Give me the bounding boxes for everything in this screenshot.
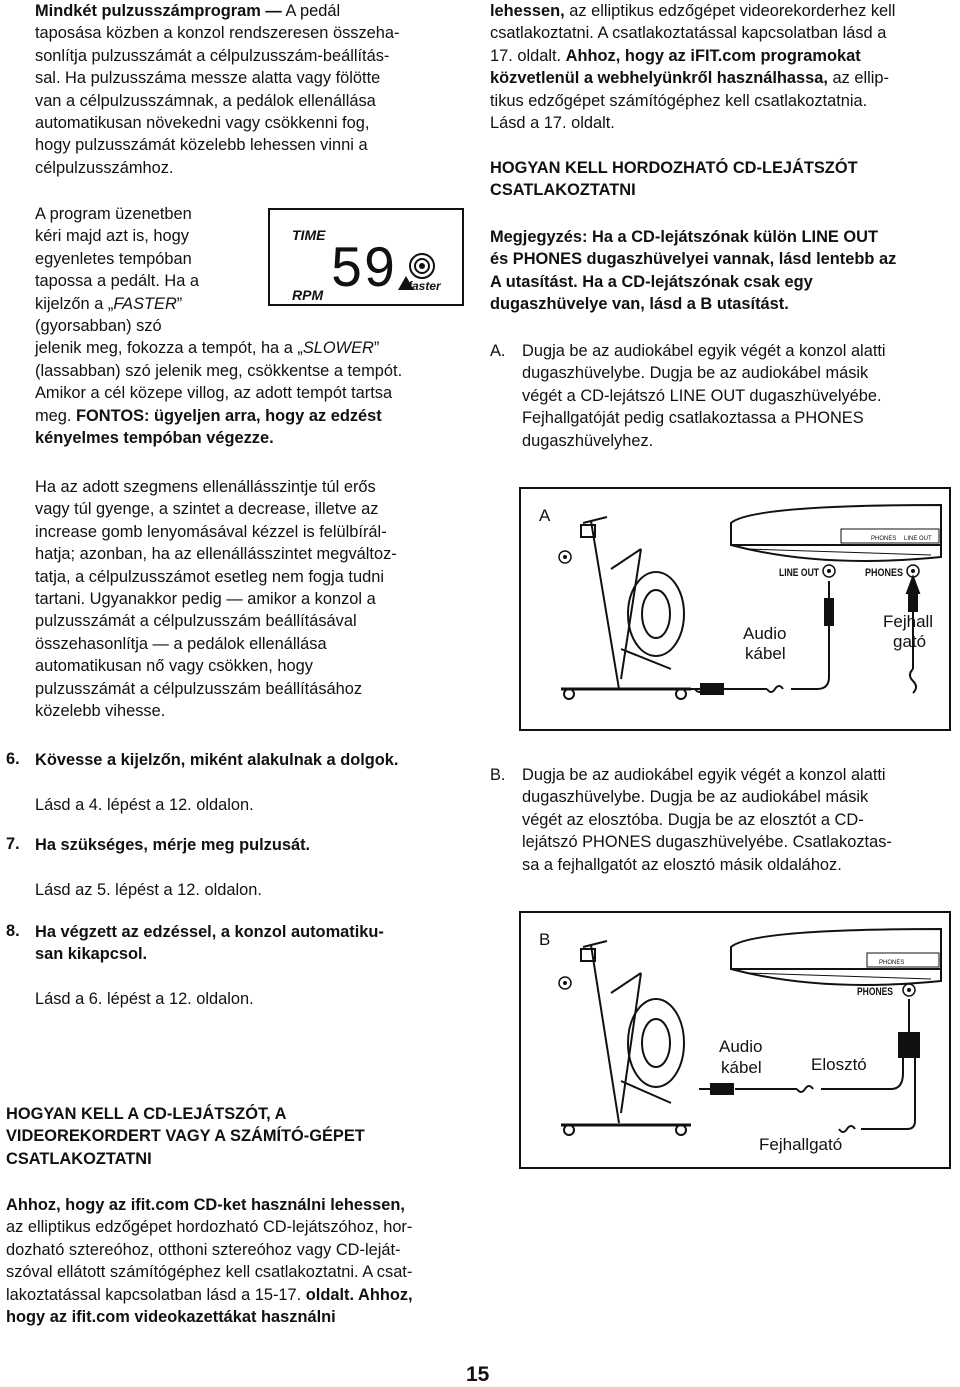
program-line: (gyorsabban) szó: [35, 317, 162, 336]
step-number: 8.: [6, 922, 20, 940]
resistance-paragraph: [35, 476, 465, 722]
phones-label: PHONES: [865, 567, 903, 579]
phones-jack-center: [907, 988, 911, 992]
headphone-label: Fejhall: [883, 612, 934, 631]
right-continuation: [490, 0, 955, 134]
cont-line: csatlakoztatni. A csatlakoztatással kapcsolatban lásd a: [490, 24, 887, 43]
tiny-label: LINE OUT: [904, 536, 932, 542]
diagram-letter: A: [539, 506, 551, 525]
intro-line: hogy pulzusszámát közelebb lehessen vinni a: [35, 136, 368, 155]
resistance-line: pulzusszámát a célpulzusszám beállításához: [35, 679, 363, 698]
diagram-a-graphic: [521, 489, 949, 729]
line-out-label: LINE OUT: [779, 567, 820, 579]
important-note: FONTOS: ügyeljen arra, hogy az edzést: [76, 406, 382, 425]
ifit-line: szóval ellátott számítógéphez kell csatlakoztatni. A csat-: [6, 1263, 413, 1282]
faster-label: faster: [408, 279, 441, 293]
intro-line: automatikusan növekedni vagy csökkenni fog,: [35, 114, 370, 133]
program-line: (lassabban) szó jelenik meg, csökkentse a tempót.: [35, 361, 403, 380]
ifit-line: az elliptikus edzőgépet hordozható CD-lejátszóhoz, hor-: [6, 1218, 413, 1237]
text: 17. oldalt.: [490, 46, 566, 65]
text: Ahhoz, hogy az iFIT.com programokat: [565, 46, 861, 65]
text: ”: [373, 339, 380, 358]
resistance-line: vagy túl gyenge, a szintet a decrease, illetve az: [35, 500, 379, 519]
step-7: [6, 833, 466, 903]
faster-word: FASTER: [113, 294, 177, 313]
instruction-b-item: [490, 764, 955, 876]
cd-player-icon: [731, 505, 941, 561]
text: lehessen,: [490, 2, 565, 20]
intro-line: taposása közben a konzol rendszeresen összeha-: [35, 24, 400, 43]
cd-player-icon: [731, 929, 941, 985]
left-column: [35, 0, 465, 179]
step-reference: Lásd a 6. lépést a 12. oldalon.: [35, 990, 254, 1008]
headphone-label: Fejhallgató: [759, 1135, 843, 1154]
note-line: A utasítást. Ha a CD-lejátszónak csak egy: [490, 272, 813, 291]
phones-jack-center: [911, 569, 915, 573]
list-marker: B.: [490, 766, 506, 784]
program-line: Amikor a cél közepe villog, az adott tempót tartsa: [35, 384, 393, 403]
step-8: [6, 920, 466, 1012]
tiny-label: PHONES: [879, 960, 905, 966]
elliptical-trainer-icon: [561, 941, 691, 1135]
resistance-line: közelebb vihesse.: [35, 702, 166, 721]
instruction-line: dugaszhüvelyhez.: [522, 431, 654, 450]
audio-cable-label: Audio: [743, 624, 787, 643]
resistance-line: Ha az adott szegmens ellenállásszintje túl erős: [35, 478, 376, 496]
instruction-line: dugaszhüvelybe. Dugja be az audiokábel másik: [522, 364, 869, 383]
instruction-line: sa a fejhallgatót az elosztó másik oldalához.: [522, 855, 842, 874]
time-label: TIME: [292, 227, 326, 243]
heading-line: CSATLAKOZTATNI: [6, 1149, 152, 1168]
diagram-letter: B: [539, 930, 551, 949]
headphone-cable-icon: [839, 1073, 915, 1132]
page-number: 15: [466, 1363, 490, 1386]
note-line: és PHONES dugaszhüvelyei vannak, lásd lentebb az: [490, 250, 897, 269]
instruction-line: Fejhallgatóját pedig csatlakoztassa a PHONES: [522, 409, 864, 428]
cd-heading: [6, 1103, 466, 1170]
intro-line: van a célpulzusszámnak, a pedálok ellenállása: [35, 91, 376, 110]
diagram-a: [519, 487, 951, 731]
program-line: [35, 337, 465, 359]
instruction-b: [490, 764, 955, 876]
program-line: [35, 405, 465, 427]
instruction-line: Dugja be az audiokábel egyik végét a konzol alatti: [522, 342, 886, 360]
resistance-line: hatja; azonban, ha az ellenállásszintet megváltoz-: [35, 545, 397, 564]
resistance-line: increase gomb lenyomásával kézzel is felülbírál-: [35, 522, 387, 541]
intro-first-rest: A pedál: [281, 2, 341, 20]
display-graphic: [270, 210, 462, 304]
heading-line: HOGYAN KELL A CD-LEJÁTSZÓT, A: [6, 1105, 287, 1123]
resistance-line: automatikusan nő vagy csökken, hogy: [35, 657, 313, 676]
cont-line: [490, 0, 955, 22]
ifit-line: hogy az ifit.com videokazettákat használni: [6, 1308, 336, 1327]
instruction-a-item: [490, 340, 955, 452]
text: az elliptikus edzőgépet videorekorderhez kell: [564, 2, 896, 20]
splitter-icon: [899, 999, 919, 1073]
step-title-cont: san kikapcsol.: [35, 945, 148, 963]
text: jelenik meg, fokozza a tempót, ha a „: [35, 339, 303, 358]
step-number: 7.: [6, 835, 20, 853]
intro-bold: Mindkét pulzusszámprogram —: [35, 2, 282, 20]
step-reference: Lásd az 5. lépést a 12. oldalon.: [35, 881, 262, 899]
splitter-label: Elosztó: [811, 1055, 867, 1074]
headphone-label: gató: [893, 632, 927, 651]
text: lakoztatással kapcsolatban lásd a 15-17.: [6, 1285, 306, 1304]
cont-line: tikus edzőgépet számítógéphez kell csatlakoztatnia.: [490, 91, 868, 110]
list-marker: A.: [490, 342, 506, 360]
phones-label: PHONES: [857, 986, 893, 998]
program-line: kéri majd azt is, hogy: [35, 227, 189, 246]
text: az ellip-: [827, 69, 889, 88]
instruction-line: dugaszhüvelybe. Dugja be az audiokábel másik: [522, 788, 869, 807]
elliptical-trainer-icon: [561, 517, 691, 699]
ifit-line: [6, 1284, 466, 1306]
cont-line: [490, 45, 955, 67]
text: ”: [176, 294, 183, 313]
heading-line: HOGYAN KELL HORDOZHATÓ CD-LEJÁTSZÓT: [490, 159, 858, 177]
resistance-line: összehasonlítja — a pedálok ellenállása: [35, 634, 327, 653]
ifit-line: dozható sztereóhoz, otthoni sztereóhoz vagy CD-leját-: [6, 1240, 401, 1259]
program-line: egyenletes tempóban: [35, 249, 192, 268]
instruction-line: lejátszó PHONES dugaszhüvelyébe. Csatlakoztas-: [522, 833, 892, 852]
text: közvetlenül a webhelyünkről használhassa,: [490, 69, 828, 88]
step-reference: Lásd a 4. lépést a 12. oldalon.: [35, 796, 254, 814]
cont-line: [490, 67, 955, 89]
text: meg.: [35, 406, 76, 425]
resistance-line: tatja, a célpulzusszámot esetleg nem fogja tudni: [35, 567, 384, 586]
step-number: 6.: [6, 750, 20, 768]
program-line: A program üzenetben: [35, 205, 192, 223]
instruction-a: [490, 340, 955, 452]
audio-cable-label: Audio: [719, 1037, 763, 1056]
diagram-b: [519, 911, 951, 1169]
console-jack-center: [563, 981, 567, 985]
audio-cable-label: kábel: [721, 1058, 762, 1077]
console-display: [268, 208, 464, 306]
instruction-line: végét az elosztóba. Dugja be az elosztót a CD-: [522, 810, 864, 829]
heading-line: CSATLAKOZTATNI: [490, 181, 636, 200]
intro-line: célpulzusszámhoz.: [35, 158, 174, 177]
intro-line: sonlítja pulzusszámát a célpulzusszám-beállítás-: [35, 46, 390, 65]
audio-cable-label: kábel: [745, 644, 786, 663]
text: kijelzőn a „: [35, 294, 114, 313]
instruction-line: Dugja be az audiokábel egyik végét a konzol alatti: [522, 766, 886, 784]
text: oldalt. Ahhoz,: [305, 1285, 413, 1304]
portable-heading: [490, 157, 955, 202]
intro-paragraph: [35, 0, 465, 179]
important-note: kényelmes tempóban végezze.: [35, 429, 274, 448]
diagram-b-graphic: [521, 913, 949, 1167]
note-line: Megjegyzés: Ha a CD-lejátszónak külön LINE OUT: [490, 228, 878, 246]
program-line: tapossa a pedált. Ha a: [35, 272, 200, 291]
slower-word: SLOWER: [302, 339, 374, 358]
note-line: dugaszhüvelye van, lásd a B utasítást.: [490, 295, 789, 314]
display-digits: 59: [330, 239, 396, 304]
rpm-label: RPM: [292, 287, 324, 303]
note-paragraph: [490, 226, 955, 316]
instruction-line: végét a CD-lejátszó LINE OUT dugaszhüvelyébe.: [522, 386, 882, 405]
resistance-line: tartani. Ugyanakkor pedig — amikor a konzol a: [35, 590, 376, 609]
ifit-paragraph: [6, 1194, 466, 1328]
tiny-label: PHONES: [871, 536, 897, 542]
step-6: [6, 748, 466, 818]
step-title: Ha végzett az edzéssel, a konzol automatiku-: [35, 923, 384, 941]
ifit-line: Ahhoz, hogy az ifit.com CD-ket használni lehessen,: [6, 1196, 405, 1214]
heading-line: VIDEOREKORDERT VAGY A SZÁMÍTÓ-GÉPET: [6, 1127, 365, 1146]
target-center: [419, 263, 425, 269]
line-out-jack-center: [827, 569, 831, 573]
cont-line: Lásd a 17. oldalt.: [490, 114, 615, 133]
step-title: Kövesse a kijelzőn, miként alakulnak a dolgok.: [35, 751, 399, 769]
resistance-line: pulzusszámát a célpulzusszám beállításával: [35, 612, 357, 631]
console-jack-center: [563, 555, 567, 559]
step-title: Ha szükséges, mérje meg pulzusát.: [35, 836, 311, 854]
intro-line: sal. Ha pulzusszáma messze alatta vagy fölötte: [35, 69, 381, 88]
